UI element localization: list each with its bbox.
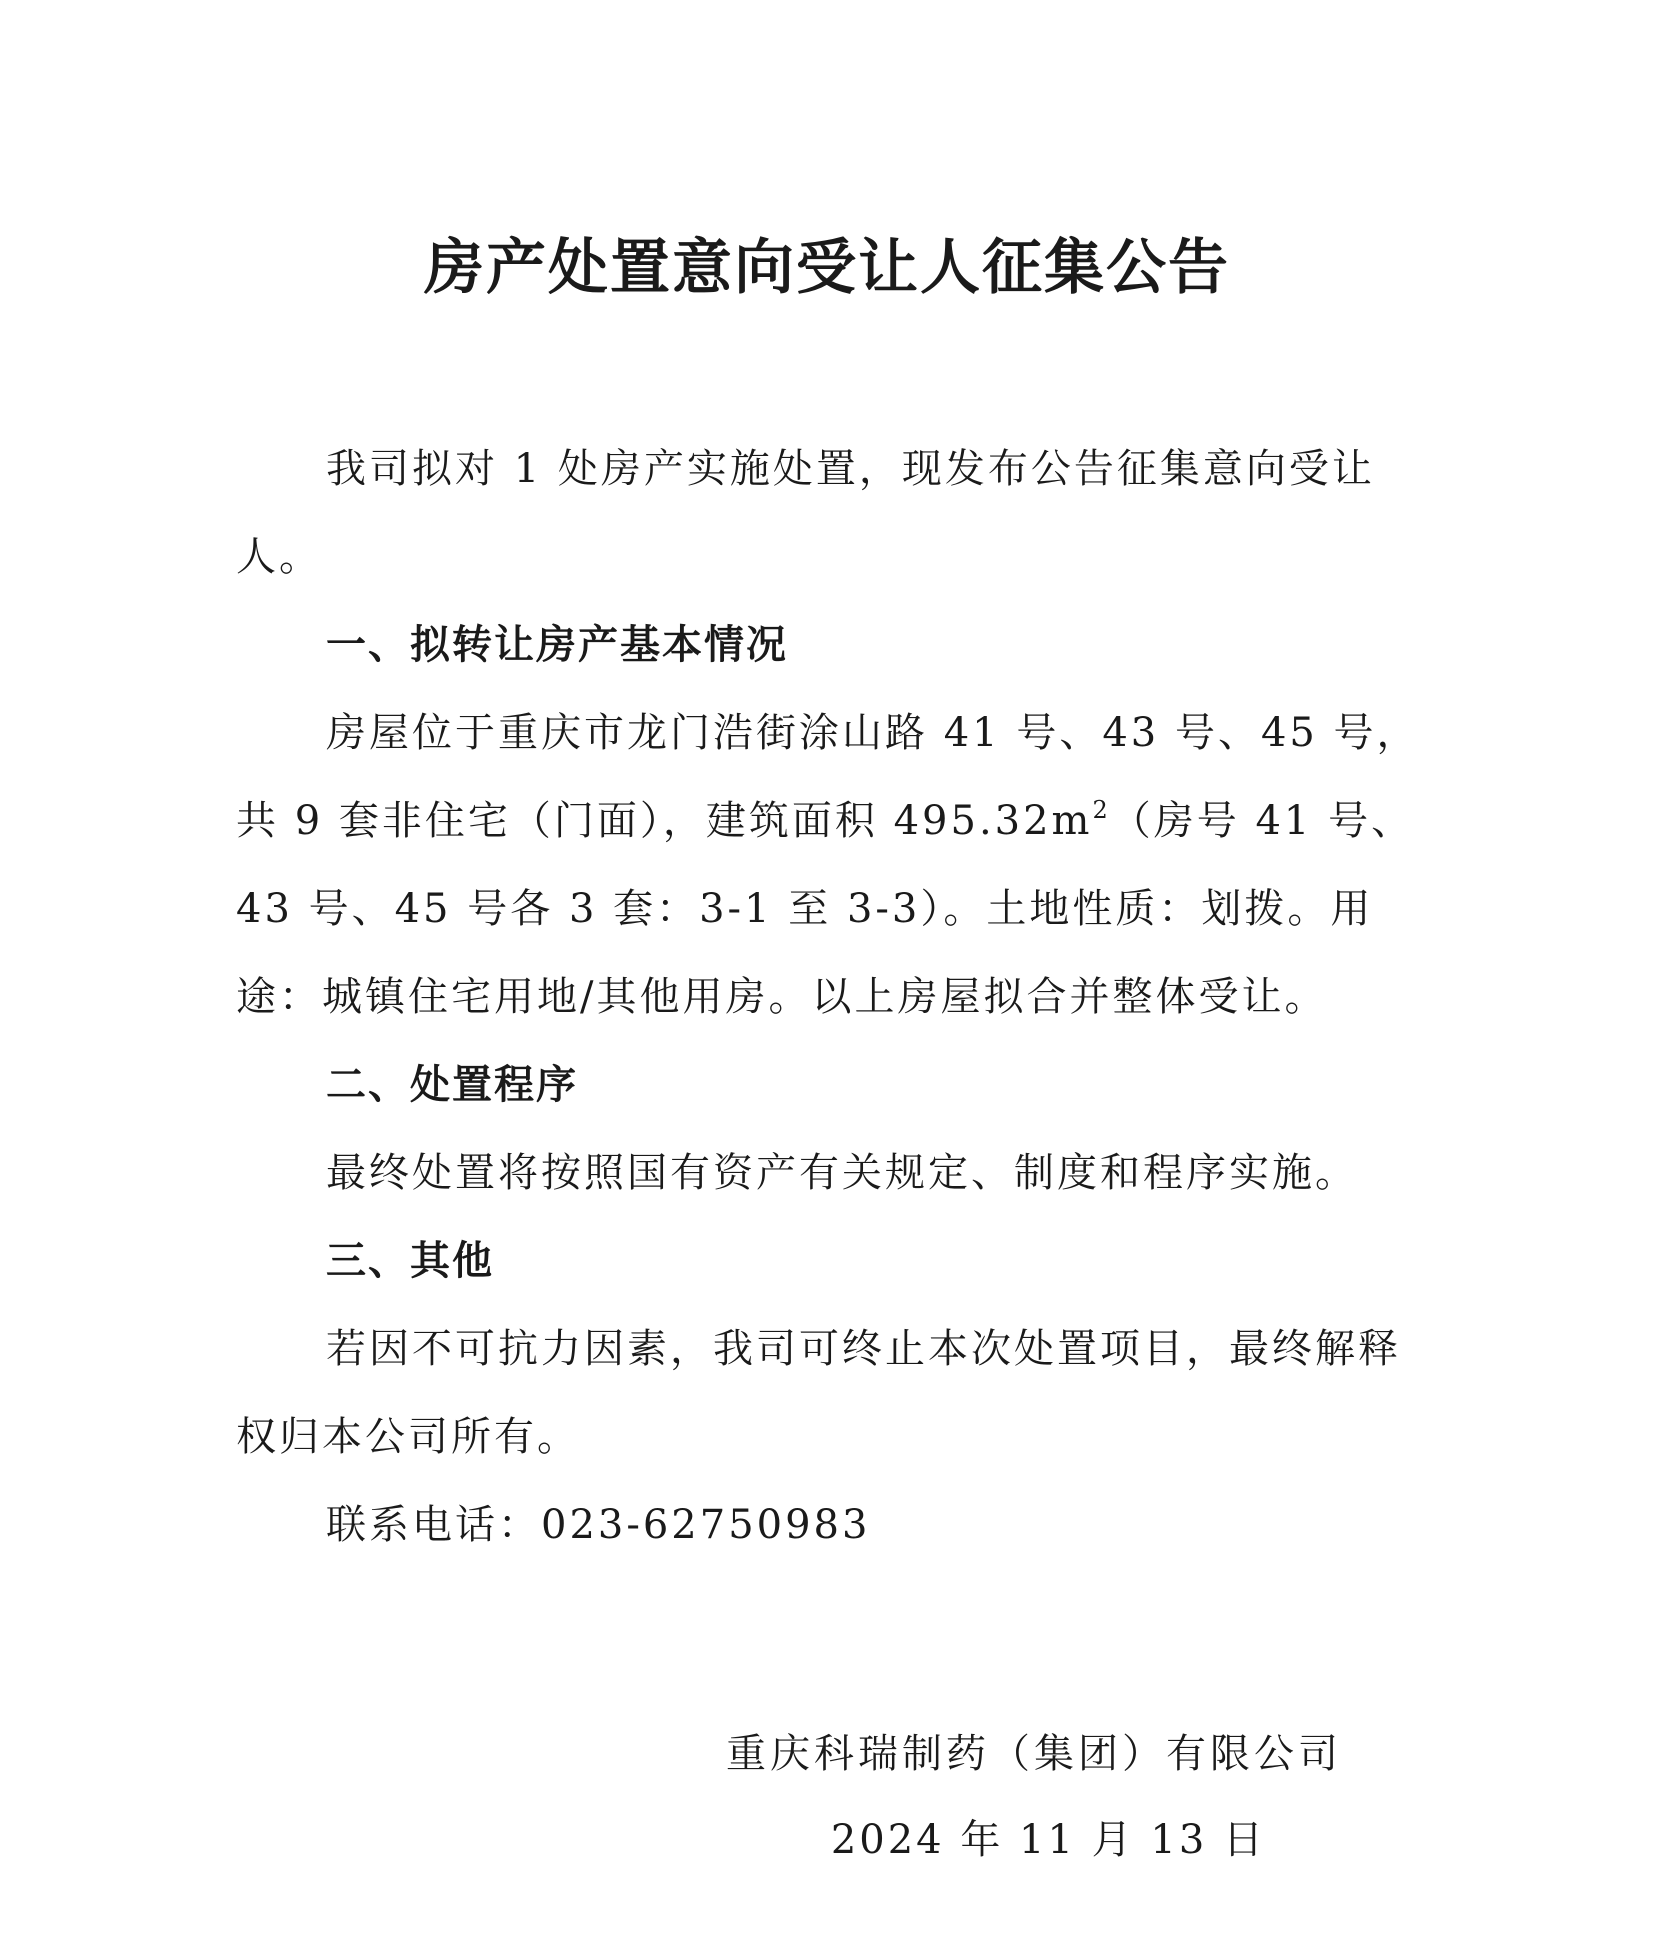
section-2-paragraph: 最终处置将按照国有资产有关规定、制度和程序实施。 (326, 1150, 1358, 1196)
document-title: 房产处置意向受让人征集公告 (424, 233, 1230, 303)
section-1-paragraph (236, 689, 1436, 1041)
section-1-text-part-2: （房号 41 号、43 号、45 号各 3 套：3-1 至 3-3）。土地性质：划拨。用途：城镇住宅用地/其他用房。以上房屋拟合并整体受让。 (236, 798, 1415, 1020)
section-3-heading: 三、其他 (326, 1238, 494, 1284)
section-1-text-part-1: 房屋位于重庆市龙门浩街涂山路 41 号、43 号、45 号，共 9 套非住宅（门面），建筑面积 495.32m (236, 710, 1420, 844)
intro-paragraph: 我司拟对 1 处房产实施处置，现发布公告征集意向受让人。 (236, 446, 1375, 580)
area-unit-superscript: 2 (1092, 796, 1111, 824)
contact-phone: 联系电话：023-62750983 (326, 1502, 871, 1548)
section-3-paragraph: 若因不可抗力因素，我司可终止本次处置项目，最终解释权归本公司所有。 (236, 1326, 1401, 1460)
company-signature: 重庆科瑞制药（集团）有限公司 (726, 1731, 1342, 1777)
issue-date: 2024 年 11 月 13 日 (830, 1817, 1266, 1863)
section-2-heading: 二、处置程序 (326, 1062, 578, 1108)
section-1-heading: 一、拟转让房产基本情况 (326, 622, 788, 668)
document-body (236, 425, 1436, 1569)
